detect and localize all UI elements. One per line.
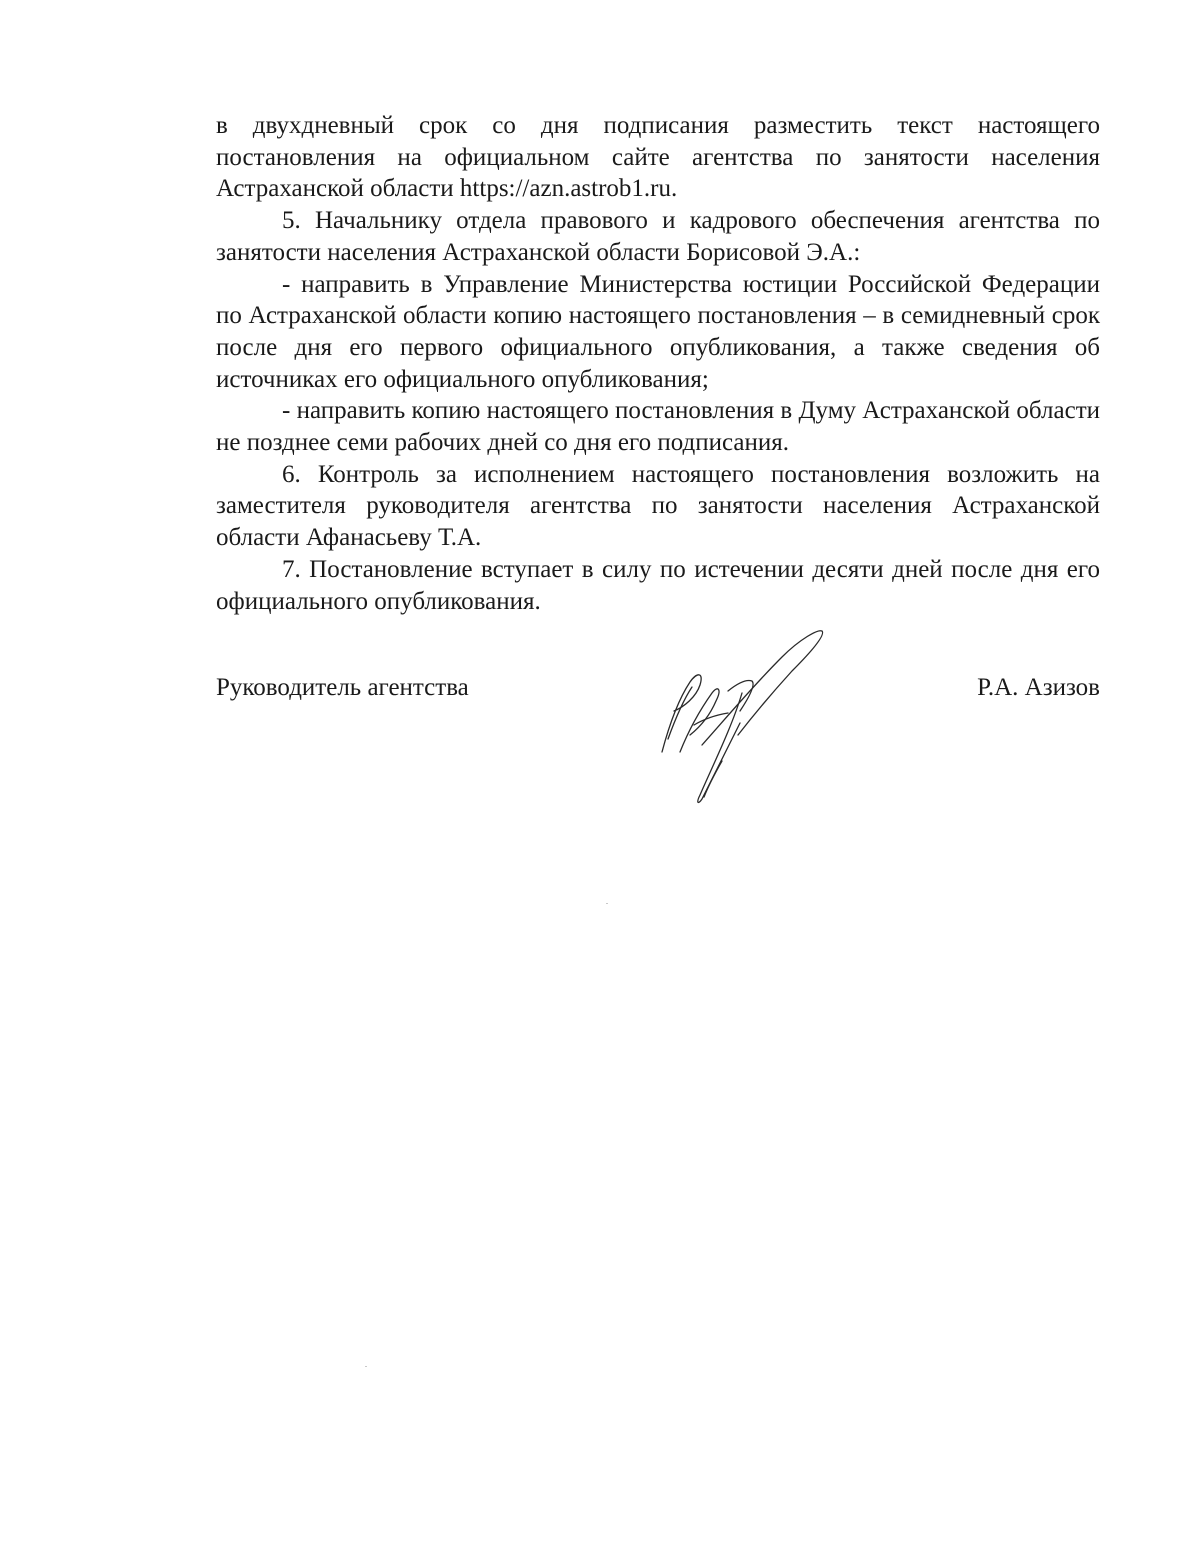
paragraph-item-5-sub-1: - направить в Управление Министерства юстиции Российской Федерации по Астраханской области копию настоящего постановления – в семидневный срок после дня его первого официального опубликования, а также сведения об источниках его официального опубликования; <box>216 270 1100 393</box>
signature-block <box>216 672 1100 832</box>
signatory-name: Р.А. Азизов <box>977 674 1100 701</box>
scan-speck <box>365 1366 367 1367</box>
paragraph-item-7: 7. Постановление вступает в силу по истечении десяти дней после дня его официального опубликования. <box>216 555 1100 615</box>
paragraph-item-6: 6. Контроль за исполнением настоящего постановления возложить на заместителя руководителя агентства по занятости населения Астраханской области Афанасьеву Т.А. <box>216 460 1100 552</box>
scan-speck <box>606 903 608 904</box>
paragraph-item-5-sub-2: - направить копию настоящего постановления в Думу Астраханской области не позднее семи рабочих дней со дня его подписания. <box>216 397 1100 457</box>
document-body <box>216 110 1100 617</box>
paragraph-continuation: в двухдневный срок со дня подписания разместить текст настоящего постановления на официальном сайте агентства по занятости населения Астраханской области https://azn.astrob1.ru. <box>216 112 1100 203</box>
signatory-title: Руководитель агентства <box>216 674 469 701</box>
paragraph-item-5: 5. Начальнику отдела правового и кадрового обеспечения агентства по занятости населения Астраханской области Борисовой Э.А.: <box>216 207 1100 266</box>
handwritten-signature <box>642 627 832 817</box>
